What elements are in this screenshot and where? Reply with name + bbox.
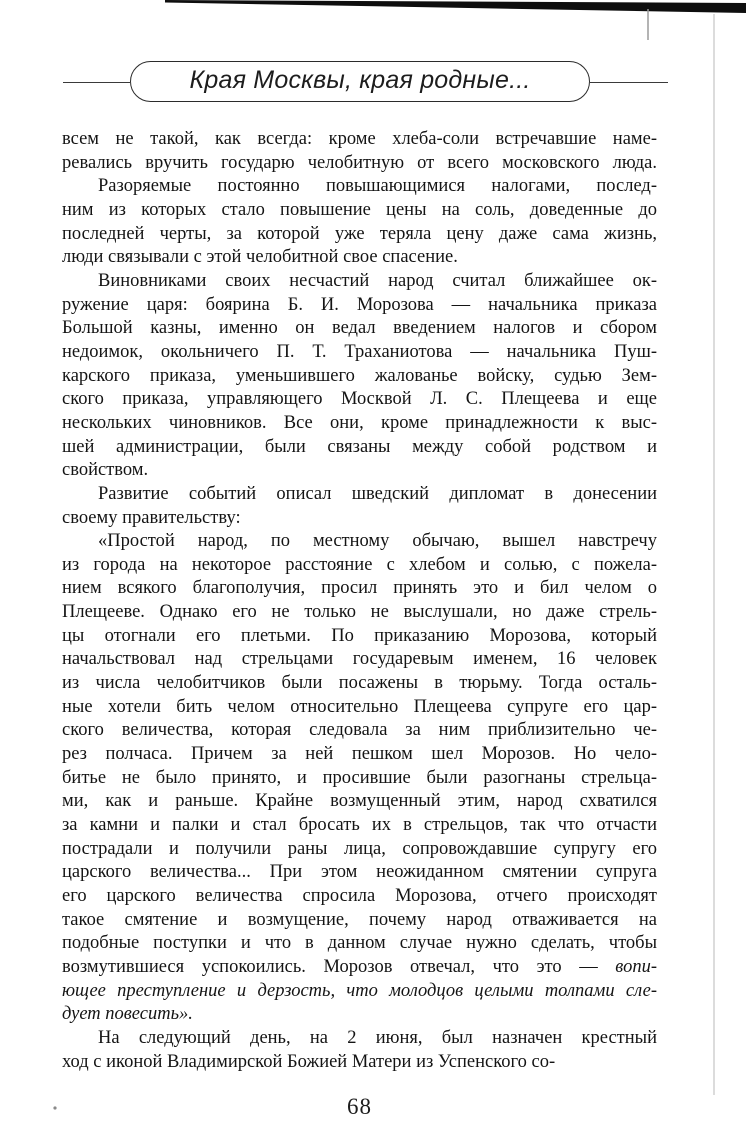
- text-line: [62, 294, 657, 318]
- text-segment: битье не было принято, и просившие были разогнаны стрельца-: [62, 767, 657, 788]
- text-segment: рез полчаса. Причем за ней пешком шел Морозов. Но чело-: [62, 744, 657, 765]
- text-line: [62, 388, 657, 412]
- header-rule-right: [590, 82, 668, 83]
- italic-text-segment: дует повесить».: [62, 1004, 193, 1025]
- text-segment: Виновниками своих несчастий народ считал ближайшее ок-: [98, 270, 657, 291]
- text-segment: Развитие событий описал шведский дипломат в донесении: [98, 483, 657, 504]
- text-line: [62, 932, 657, 956]
- text-line: [62, 152, 657, 176]
- text-line: [62, 175, 657, 199]
- text-segment: начальствовал над стрельцами государевым именем, 16 человек: [62, 649, 657, 670]
- text-segment: последней черты, за которой уже теряла цену даже сама жизнь,: [62, 223, 657, 244]
- text-line: [62, 1027, 657, 1051]
- text-line: [62, 507, 657, 531]
- text-line: [62, 767, 657, 791]
- scan-top-band: [165, 0, 746, 13]
- text-line: [62, 128, 657, 152]
- text-line: [62, 199, 657, 223]
- text-segment: возмутившиеся успокоились. Морозов отвечал, что это —: [62, 956, 616, 977]
- text-line: [62, 625, 657, 649]
- chapter-header: [0, 61, 746, 103]
- text-line: [62, 436, 657, 460]
- text-segment: нием всякого благополучия, просил принять это и бил челом о: [62, 578, 657, 599]
- text-segment: ружение царя: боярина Б. И. Морозова — начальника приказа: [62, 294, 657, 315]
- chapter-title-pill: [130, 61, 590, 102]
- text-segment: пострадали и получили раны лица, сопровождавшие супругу его: [62, 838, 657, 859]
- scan-speck: [53, 1106, 56, 1109]
- text-line: [62, 483, 657, 507]
- text-line: [62, 909, 657, 933]
- text-segment: такое смятение и возмущение, почему народ отваживается на: [62, 909, 657, 930]
- text-line: [62, 223, 657, 247]
- text-segment: ревались вручить государю челобитную от всего московского люда.: [62, 152, 657, 173]
- text-line: [62, 814, 657, 838]
- text-segment: «Простой народ, по местному обычаю, вышел навстречу: [98, 531, 657, 552]
- text-segment: его царского величества спросила Морозова, отчего происходят: [62, 886, 657, 906]
- text-line: [62, 577, 657, 601]
- text-segment: ним из которых стало повышение цены на соль, доведенные до: [62, 199, 657, 220]
- text-segment: недоимок, окольничего П. Т. Траханиотова — начальника Пуш-: [62, 341, 657, 362]
- text-line: [62, 672, 657, 696]
- text-segment: карского приказа, уменьшившего жалованье войску, судью Зем-: [62, 365, 657, 386]
- text-segment: ми, как и раньше. Крайне возмущенный этим, народ схватился: [62, 791, 657, 812]
- text-line: [62, 459, 657, 483]
- text-line: [62, 885, 657, 909]
- text-segment: царского величества... При этом неожиданном смятении супруга: [62, 862, 657, 883]
- text-segment: за камни и палки и стал бросать их в стрельцов, так что отчасти: [62, 815, 657, 836]
- text-line: [62, 246, 657, 270]
- text-segment: из числа челобитчиков были посажены в тюрьму. Тогда осталь-: [62, 673, 657, 694]
- text-segment: На следующий день, на 2 июня, был назначен крестный: [98, 1027, 657, 1048]
- text-line: [62, 601, 657, 625]
- text-line: [62, 554, 657, 578]
- text-line: [62, 648, 657, 672]
- text-segment: ского величества, которая следовала за ним приблизительно че-: [62, 720, 657, 741]
- text-line: [62, 790, 657, 814]
- italic-text-segment: ющее преступление и дерзость, что молодцов целыми толпами сле-: [62, 980, 657, 1001]
- text-line: [62, 530, 657, 554]
- text-line: [62, 1003, 657, 1027]
- text-segment: своему правительству:: [62, 507, 241, 528]
- text-line: [62, 861, 657, 885]
- text-line: [62, 1051, 657, 1075]
- text-line: [62, 696, 657, 720]
- text-segment: Разоряемые постоянно повышающимися налогами, послед-: [98, 176, 657, 197]
- text-segment: цы отогнали его плетьми. По приказанию Морозова, который: [62, 625, 657, 646]
- text-line: [62, 719, 657, 743]
- text-segment: люди связывали с этой челобитной свое спасение.: [62, 247, 458, 268]
- text-segment: ные хотели бить челом относительно Плещеева супруге его цар-: [62, 696, 657, 717]
- page-number: 68: [347, 1094, 372, 1119]
- chapter-title: Края Москвы, края родные...: [189, 66, 531, 94]
- text-line: [62, 270, 657, 294]
- text-segment: ход с иконой Владимирской Божией Матери из Успенского со-: [62, 1051, 556, 1072]
- text-segment: Плещееве. Однако его не только не выслушали, но даже стрель-: [62, 602, 657, 623]
- header-rule-left: [63, 82, 130, 83]
- text-segment: всем не такой, как всегда: кроме хлеба-соли встречавшие наме-: [62, 129, 657, 149]
- text-line: [62, 743, 657, 767]
- italic-text-segment: вопи-: [615, 956, 657, 977]
- page-text: [62, 128, 657, 1074]
- text-segment: из города на некоторое расстояние с хлебом и солью, с пожела-: [62, 554, 657, 575]
- text-line: [62, 341, 657, 365]
- text-line: [62, 412, 657, 436]
- text-segment: нескольких чиновников. Все они, кроме принадлежности к выс-: [62, 412, 657, 433]
- text-line: [62, 956, 657, 980]
- text-segment: подобные поступки и что в данном случае нужно сделать, чтобы: [62, 933, 657, 954]
- text-line: [62, 838, 657, 862]
- text-line: [62, 365, 657, 389]
- text-segment: Большой казны, именно он ведал введением налогов и сбором: [62, 318, 657, 339]
- text-segment: шей администрации, были связаны между собой родством и: [62, 436, 657, 457]
- text-line: [62, 317, 657, 341]
- text-line: [62, 980, 657, 1004]
- text-segment: свойством.: [62, 460, 149, 481]
- text-segment: ского приказа, управляющего Москвой Л. С. Плещеева и еще: [62, 389, 657, 410]
